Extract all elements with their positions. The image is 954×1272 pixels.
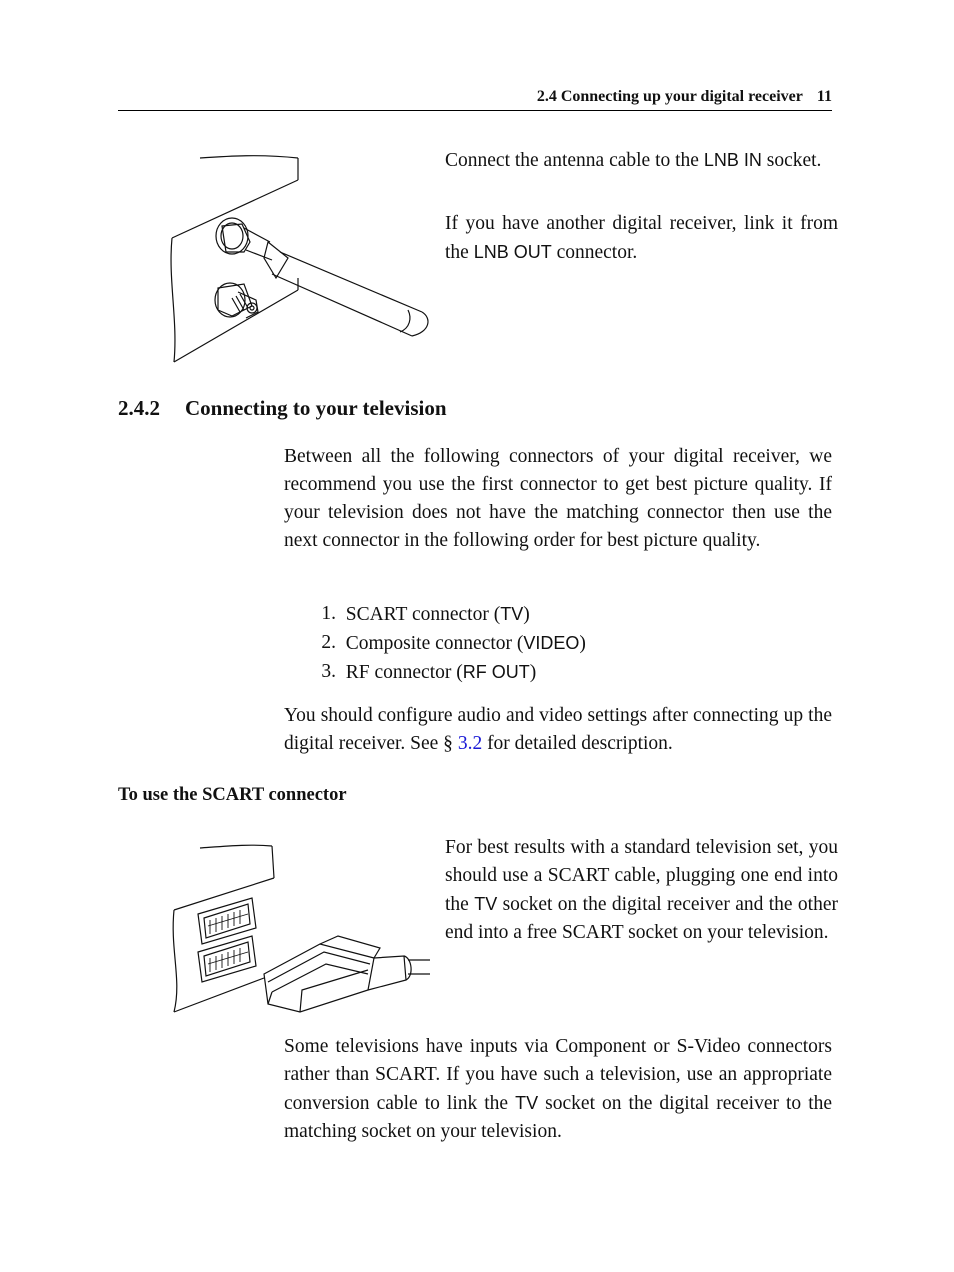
connector-close: ) [523, 604, 530, 625]
scart-paragraph-1 [445, 834, 838, 947]
list-index: 1. [321, 603, 336, 624]
list-item [300, 600, 586, 629]
tv-socket-label-2: TV [515, 1093, 539, 1113]
configure-text: You should configure audio and video settings after connecting up the digital receiver. See § [284, 705, 832, 754]
scart-paragraph-2 [284, 1033, 832, 1146]
connector-close: ) [529, 662, 537, 683]
lnb-out-label: LNB OUT [473, 242, 552, 262]
list-text [346, 658, 536, 687]
list-item [300, 629, 586, 658]
tv-socket-label: TV [474, 894, 498, 914]
scart-cable-illustration [168, 840, 438, 1020]
antenna-paragraph-2 [445, 210, 838, 267]
intro-paragraph: Between all the following connectors of your digital receiver, we recommend you use the first connector to get best picture quality. If your television does not have the matching connector then use the next connector in the following order for best picture quality. [284, 446, 832, 551]
connector-label: SCART connector ( [345, 604, 501, 625]
scart-heading: To use the SCART connector [118, 785, 347, 805]
configure-paragraph [284, 702, 832, 758]
list-text [346, 600, 530, 629]
antenna-p2-text: If you have another digital receiver, link it from the [445, 213, 838, 263]
scart-p2-end: socket on the digital receiver to the matching socket on your television. [284, 1093, 833, 1142]
section-reference-link[interactable]: 3.2 [457, 733, 483, 754]
scart-p2-text: Some televisions have inputs via Component or S-Video connectors rather than SCART. If you have such a television, use an appropriate conversion cable to link the [284, 1036, 832, 1114]
list-text [346, 629, 586, 658]
configure-text-end: for detailed description. [487, 733, 673, 754]
connector-close: ) [579, 633, 586, 654]
page-number: 11 [816, 88, 832, 105]
section-title: Connecting to your television [185, 396, 447, 420]
connector-list [300, 600, 586, 687]
antenna-p1-text: Connect the antenna cable to the [445, 150, 699, 171]
running-header [118, 86, 832, 111]
list-item [300, 658, 586, 687]
section-heading [118, 396, 447, 421]
antenna-paragraph-1 [445, 146, 838, 175]
antenna-cable-illustration [160, 150, 440, 370]
lnb-in-label: LNB IN [703, 150, 762, 170]
list-index: 2. [321, 632, 336, 653]
connector-label: RF connector ( [345, 662, 463, 683]
list-index: 3. [321, 661, 336, 682]
header-section-title: 2.4 Connecting up your digital receiver [536, 88, 803, 105]
connector-label: Composite connector ( [345, 633, 524, 654]
connector-keyword: TV [500, 604, 524, 624]
scart-p1-end: socket on the digital receiver and the other end into a free SCART socket on your television. [445, 894, 838, 943]
antenna-p2-end: connector. [556, 242, 638, 263]
section-number: 2.4.2 [118, 396, 160, 420]
connector-keyword: RF OUT [462, 662, 530, 682]
scart-p1-text: For best results with a standard television set, you should use a SCART cable, plugging one end into the [445, 837, 838, 915]
antenna-p1-end: socket. [766, 150, 822, 171]
connector-keyword: VIDEO [523, 633, 580, 653]
